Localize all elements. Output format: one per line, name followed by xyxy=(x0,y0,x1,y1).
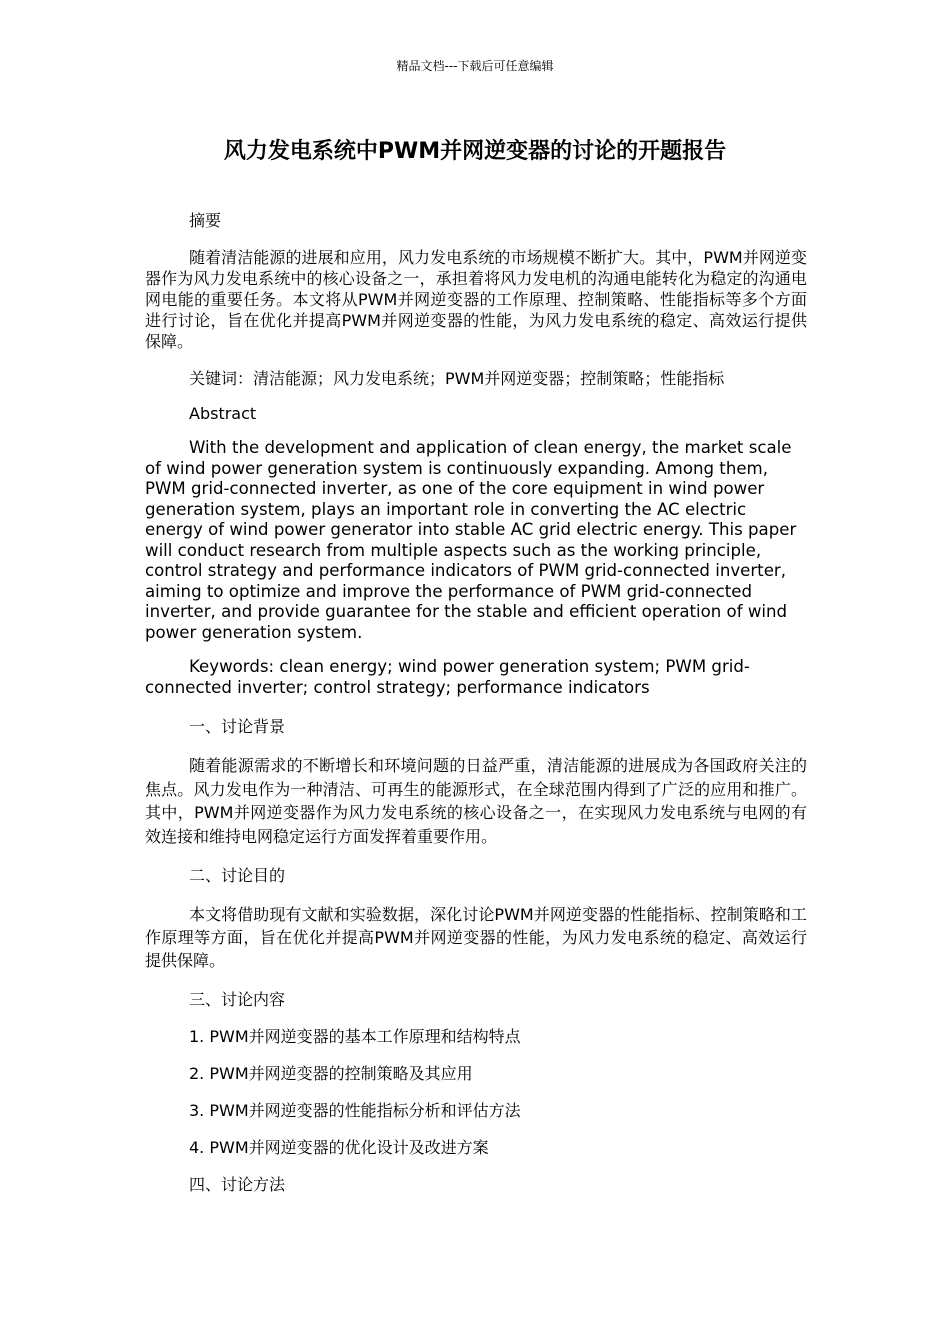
section2-heading: 二、讨论目的 xyxy=(189,866,286,885)
section1-text: 随着能源需求的不断增长和环境问题的日益严重，清洁能源的进展成为各国政府关注的焦点。风力发电作为一种清洁、可再生的能源形式，在全球范围内得到了广泛的应用和推广。其中，PWM并网逆变器作为风力发电系统的核心设备之一，在实现风力发电系统与电网的有效连接和维持电网稳定运行方面发挥着重要作用。 xyxy=(145,756,807,846)
abstract-heading: 摘要 xyxy=(189,211,222,230)
section3-item-4: 4. PWM并网逆变器的优化设计及改进方案 xyxy=(189,1138,489,1157)
header-note: 精品文档---下载后可任意编辑 xyxy=(396,59,554,73)
keywords-en: Keywords: clean energy; wind power generation system; PWM grid-connected inverter; control strategy; performance indicators xyxy=(145,657,750,697)
section3-item-1: 1. PWM并网逆变器的基本工作原理和结构特点 xyxy=(189,1027,521,1046)
section2-text: 本文将借助现有文献和实验数据，深化讨论PWM并网逆变器的性能指标、控制策略和工作原理等方面，旨在优化并提高PWM并网逆变器的性能，为风力发电系统的稳定、高效运行提供保障。 xyxy=(145,905,807,970)
abstract-en-text: With the development and application of clean energy, the market scale of wind power generation system is continuously expanding. Among them, PWM grid-connected inverter, as one of the core equipment in wind power generation system, plays an important role in converting the AC electric energy of wind power generator into stable AC grid electric energy. This paper will conduct research from multiple aspects such as the working principle, control strategy and performance indicators of PWM grid-connected inverter, aiming to optimize and improve the performance of PWM grid-connected inverter, and provide guarantee for the stable and efficient operation of wind power generation system. xyxy=(145,438,797,642)
section4-heading: 四、讨论方法 xyxy=(189,1175,286,1194)
document-title: 风力发电系统中PWM并网逆变器的讨论的开题报告 xyxy=(223,139,727,164)
section3-heading: 三、讨论内容 xyxy=(189,990,286,1009)
section3-item-3: 3. PWM并网逆变器的性能指标分析和评估方法 xyxy=(189,1101,521,1120)
section3-item-2: 2. PWM并网逆变器的控制策略及其应用 xyxy=(189,1064,473,1083)
abstract-en-heading: Abstract xyxy=(189,404,257,423)
document-body xyxy=(145,210,807,1195)
section1-heading: 一、讨论背景 xyxy=(189,717,286,736)
keywords-cn: 关键词：清洁能源；风力发电系统；PWM并网逆变器；控制策略；性能指标 xyxy=(189,369,725,388)
abstract-text: 随着清洁能源的进展和应用，风力发电系统的市场规模不断扩大。其中，PWM并网逆变器作为风力发电系统中的核心设备之一，承担着将风力发电机的沟通电能转化为稳定的沟通电网电能的重要任务。本文将从PWM并网逆变器的工作原理、控制策略、性能指标等多个方面进行讨论，旨在优化并提高PWM并网逆变器的性能，为风力发电系统的稳定、高效运行提供保障。 xyxy=(145,248,807,351)
